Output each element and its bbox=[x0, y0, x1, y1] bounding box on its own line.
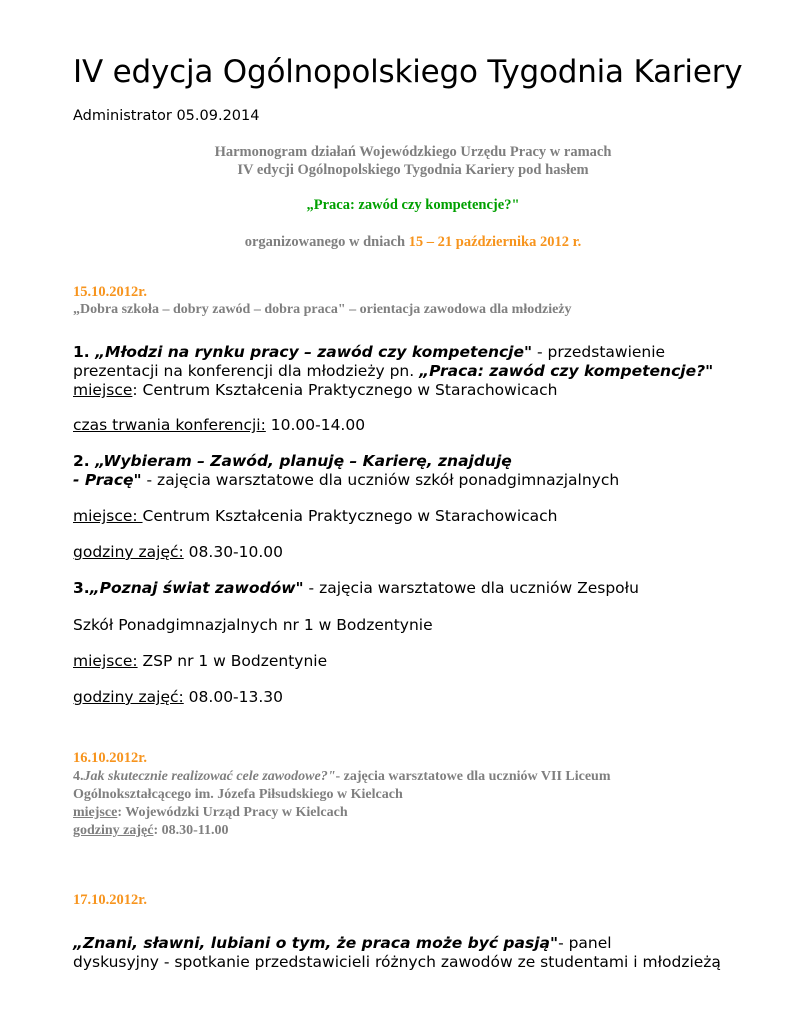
item3-line2: Szkół Ponadgimnazjalnych nr 1 w Bodzentynie bbox=[73, 616, 433, 634]
day1-date: 15.10.2012r. bbox=[73, 284, 147, 300]
item4-desc1: - zajęcia warsztatowe dla uczniów VII Liceum bbox=[335, 769, 611, 784]
item3-desc1: - zajęcia warsztatowe dla uczniów Zespołu bbox=[303, 579, 639, 597]
item5-line2: dyskusyjny - spotkanie przedstawicieli różnych zawodów ze studentami i młodzieżą bbox=[73, 953, 721, 971]
item1-desc2: prezentacji na konferencji dla młodzieży pn. bbox=[73, 362, 420, 380]
item2-place bbox=[73, 507, 558, 526]
day1-theme: „Dobra szkoła – dobry zawód – dobra praca" – orientacja zawodowa dla młodzieży bbox=[73, 302, 572, 317]
item2-time-value: 08.30-10.00 bbox=[183, 543, 284, 561]
item3-time bbox=[73, 688, 283, 707]
item4-line2: Ogólnokształcącego im. Józefa Piłsudskiego w Kielcach bbox=[73, 787, 403, 802]
item4-title: Jak skutecznie realizować cele zawodowe?" bbox=[83, 769, 336, 784]
item1-quote: " bbox=[524, 343, 533, 361]
item2-quote: " bbox=[133, 471, 142, 489]
intro-line-2: IV edycji Ogólnopolskiego Tygodnia Kariery pod hasłem bbox=[237, 162, 589, 178]
intro-block bbox=[173, 143, 653, 179]
item5-desc1: - panel bbox=[558, 934, 612, 952]
item3-place-value: ZSP nr 1 w Bodzentynie bbox=[137, 652, 328, 670]
item2-place-value: Centrum Kształcenia Praktycznego w Starachowicach bbox=[142, 507, 558, 525]
item2-desc: - zajęcia warsztatowe dla uczniów szkół ponadgimnazjalnych bbox=[141, 471, 620, 489]
item3-quote: " bbox=[295, 579, 304, 597]
item1-number: 1. bbox=[73, 343, 96, 361]
item1-desc1: - przedstawienie bbox=[532, 343, 666, 361]
item1-line2 bbox=[73, 362, 713, 381]
item3-time-value: 08.00-13.30 bbox=[183, 688, 284, 706]
item1-time-value: 10.00-14.00 bbox=[265, 416, 366, 434]
item3-place-label: miejsce: bbox=[73, 652, 138, 670]
item4-place bbox=[73, 804, 348, 822]
item2-place-label: miejsce: bbox=[73, 507, 143, 525]
item4-place-value: : Wojewódzki Urząd Pracy w Kielcach bbox=[117, 805, 348, 820]
item2-number: 2. bbox=[73, 452, 96, 470]
item1-place-label: miejsce bbox=[73, 381, 133, 399]
item4-time-label: godziny zajęć bbox=[73, 823, 154, 838]
item2-time bbox=[73, 543, 283, 562]
item2-line1 bbox=[73, 452, 512, 471]
item2-title-b: - Pracę bbox=[73, 471, 134, 489]
intro-line-1: Harmonogram działań Wojewódzkiego Urzędu Pracy w ramach bbox=[214, 144, 612, 160]
page-title: IV edycja Ogólnopolskiego Tygodnia Kariery bbox=[73, 54, 743, 90]
item4-place-label: miejsce bbox=[73, 805, 118, 820]
item3-place bbox=[73, 652, 327, 671]
item3-line1 bbox=[73, 579, 639, 598]
dates-value: 15 – 21 października 2012 r. bbox=[408, 234, 582, 250]
item1-title: „Młodzi na rynku pracy – zawód czy kompetencje bbox=[95, 343, 524, 361]
dates-prefix: organizowanego w dniach bbox=[244, 234, 409, 250]
item5-title: „Znani, sławni, lubiani o tym, że praca może być pasją bbox=[73, 934, 550, 952]
item1-line1 bbox=[73, 343, 665, 362]
item1-time-label: czas trwania konferencji: bbox=[73, 416, 266, 434]
item3-number: 3. bbox=[73, 579, 90, 597]
slogan: „Praca: zawód czy kompetencje?" bbox=[306, 197, 520, 213]
item4-line1 bbox=[73, 768, 611, 786]
item1-place-value: : Centrum Kształcenia Praktycznego w Starachowicach bbox=[132, 381, 558, 399]
item4-time-value: : 08.30-11.00 bbox=[153, 823, 229, 838]
item1-place bbox=[73, 381, 558, 400]
item4-number: 4. bbox=[73, 769, 84, 784]
item3-title: „Poznaj świat zawodów bbox=[89, 579, 296, 597]
item2-time-label: godziny zajęć: bbox=[73, 543, 184, 561]
author-date: Administrator 05.09.2014 bbox=[73, 108, 260, 124]
item5-quote: " bbox=[550, 934, 559, 952]
item1-time bbox=[73, 416, 365, 435]
item4-time bbox=[73, 822, 229, 840]
item3-time-label: godziny zajęć: bbox=[73, 688, 184, 706]
item1-title2: „Praca: zawód czy kompetencje? bbox=[419, 362, 706, 380]
day3-date: 17.10.2012r. bbox=[73, 892, 147, 908]
item2-title-a: „Wybieram – Zawód, planuję – Karierę, znajduję bbox=[95, 452, 512, 470]
dates-line bbox=[173, 233, 653, 251]
item5-line1 bbox=[73, 934, 612, 953]
day2-date: 16.10.2012r. bbox=[73, 750, 147, 766]
item1-quote2: " bbox=[705, 362, 714, 380]
item2-line2 bbox=[73, 471, 619, 490]
